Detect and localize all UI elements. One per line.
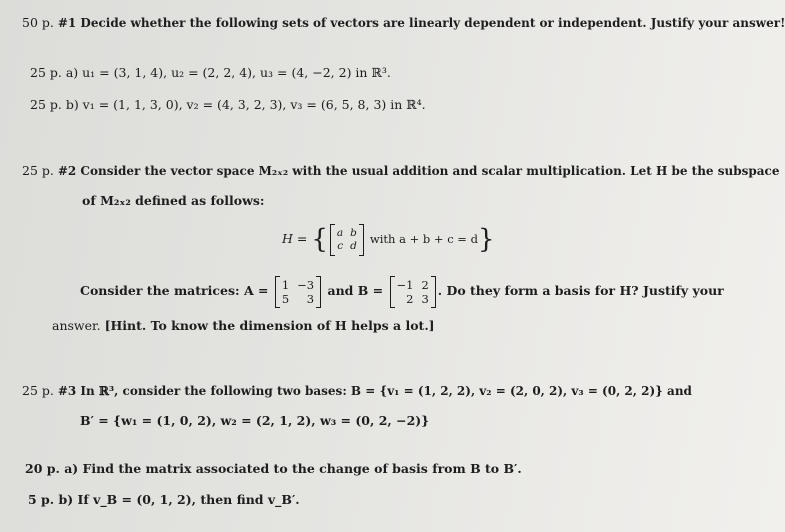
basis-question: . Do they form a basis for H? Justify your <box>437 283 724 298</box>
hint-text: [Hint. To know the dimension of H helps a lot.] <box>104 318 435 333</box>
problem-1-header <box>22 15 785 31</box>
problem-2-line2: of M₂ₓ₂ defined as follows: <box>82 193 265 208</box>
problem-1-points: 50 p. <box>22 15 54 30</box>
problem-2-points: 25 p. <box>22 163 54 178</box>
answer-word: answer. <box>52 318 101 333</box>
problem-1a: 25 p. a) u₁ = (3, 1, 4), u₂ = (2, 2, 4), u₃ = (4, −2, 2) in ℝ³. <box>30 65 391 80</box>
problem-2-matrices-line <box>80 274 724 308</box>
problem-1-text: #1 Decide whether the following sets of vectors are linearly dependent or independent. Justify your answer! <box>57 16 785 30</box>
problem-3-points: 25 p. <box>22 383 54 398</box>
h-cell-b: b <box>350 226 357 239</box>
matrix-a-22: 3 <box>306 291 315 306</box>
h-cell-c: c <box>337 239 344 252</box>
problem-2-header <box>22 163 779 179</box>
problem-3b: 5 p. b) If v_B = (0, 1, 2), then find v_B′. <box>28 492 300 507</box>
h-condition: with a + b + c = d <box>369 232 478 246</box>
left-brace: { <box>311 224 328 255</box>
and-b-label: and B = <box>327 283 384 298</box>
matrix-a-12: −3 <box>297 277 315 292</box>
matrix-b-22: 3 <box>421 291 429 306</box>
matrix-b-11: −1 <box>396 277 414 292</box>
matrix-a <box>275 276 321 308</box>
problem-3a: 20 p. a) Find the matrix associated to the change of basis from B to B′. <box>25 461 522 476</box>
problem-3-text: #3 In ℝ³, consider the following two bases: B = {v₁ = (1, 2, 2), v₂ = (2, 0, 2), v₃ = (0, 2, 2)} and <box>57 384 692 398</box>
h-cell-d: d <box>350 239 357 252</box>
matrix-b-21: 2 <box>406 291 414 306</box>
matrix-b <box>390 276 436 308</box>
matrix-b-12: 2 <box>421 277 429 292</box>
problem-2-text: #2 Consider the vector space M₂ₓ₂ with the usual addition and scalar multiplication. Let H be the subspace <box>57 164 780 178</box>
matrix-a-11: 1 <box>281 277 290 292</box>
h-matrix <box>330 224 364 256</box>
problem-3-bprime: B′ = {w₁ = (1, 0, 2), w₂ = (2, 1, 2), w₃ = (0, 2, −2)} <box>80 413 430 428</box>
matrix-a-21: 5 <box>281 291 290 306</box>
problem-3-header <box>22 383 692 399</box>
problem-2-answer-line <box>52 318 435 334</box>
h-cell-a: a <box>336 226 344 239</box>
h-prefix: H = <box>282 231 308 246</box>
consider-prefix: Consider the matrices: A = <box>80 283 269 298</box>
right-brace: } <box>477 224 495 255</box>
subspace-h-definition <box>282 222 495 256</box>
problem-1b: 25 p. b) v₁ = (1, 1, 3, 0), v₂ = (4, 3, 2, 3), v₃ = (6, 5, 8, 3) in ℝ⁴. <box>30 97 426 112</box>
